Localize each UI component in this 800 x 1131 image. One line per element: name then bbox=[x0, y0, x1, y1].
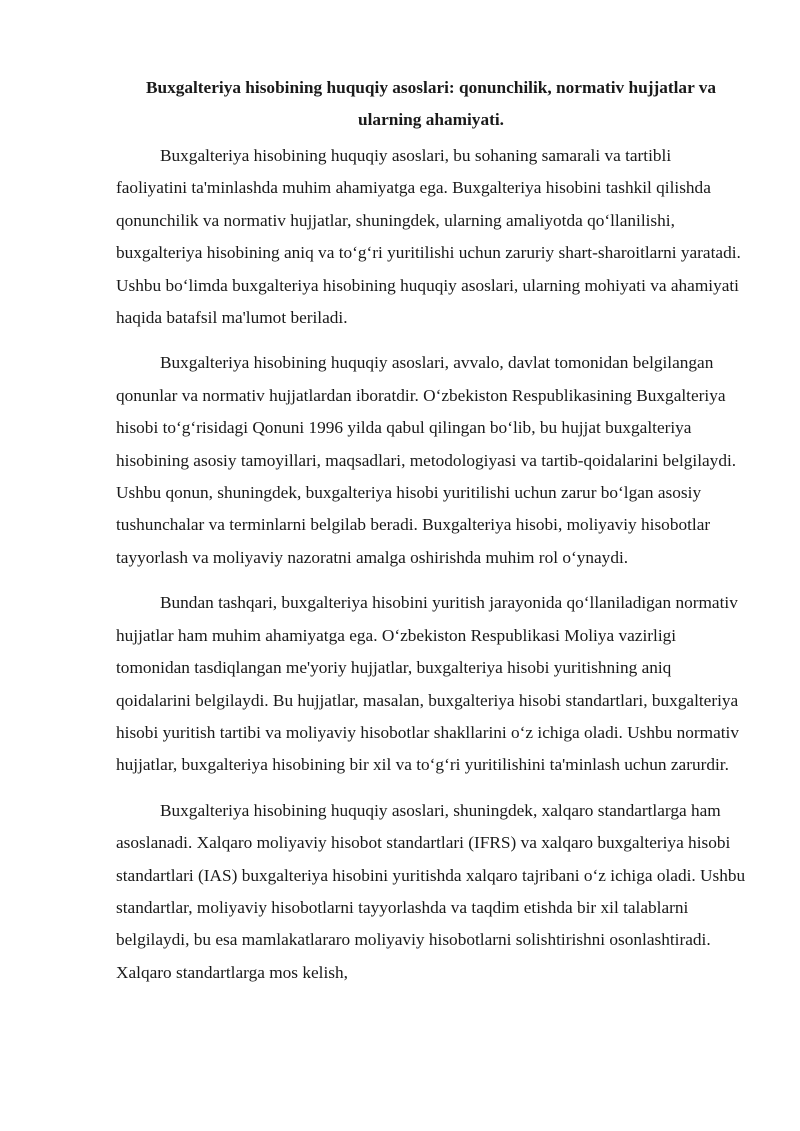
paragraph-3: Bundan tashqari, buxgalteriya hisobini yuritish jarayonida qo‘llaniladigan normativ hujjatlar ham muhim ahamiyatga ega. O‘zbekiston Respublikasi Moliya vazirligi tomonidan tasdiqlangan me'yoriy hujjatlar, buxgalteriya hisobi yuritishning aniq qoidalarini belgilaydi. Bu hujjatlar, masalan, buxgalteriya hisobi standartlari, buxgalteriya hisobi yuritish tartibi va moliyaviy hisobotlar shakllarini o‘z ichiga oladi. Ushbu normativ hujjatlar, buxgalteriya hisobining bir xil va to‘g‘ri yuritilishini ta'minlash uchun zarurdir. bbox=[116, 593, 739, 775]
document-title: Buxgalteriya hisobining huquqiy asoslari: qonunchilik, normativ hujjatlar va ularning ahamiyati. bbox=[145, 78, 717, 129]
paragraph-2: Buxgalteriya hisobining huquqiy asoslari, avvalo, davlat tomonidan belgilangan qonunlar va normativ hujjatlardan iboratdir. O‘zbekiston Respublikasining Buxgalteriya hisobi to‘g‘risidagi Qonuni 1996 yilda qabul qilingan bo‘lib, bu hujjat buxgalteriya hisobining asosiy tamoyillari, maqsadlari, metodologiyasi va tartib-qoidalarini belgilaydi. Ushbu qonun, shuningdek, buxgalteriya hisobi yuritilishi uchun zarur bo‘lgan asosiy tushunchalar va terminlarni belgilab beradi. Buxgalteriya hisobi, moliyaviy hisobotlar tayyorlash va moliyaviy nazoratni amalga oshirishda muhim rol o‘ynaydi. bbox=[116, 353, 737, 567]
document-body bbox=[116, 72, 746, 1002]
paragraph-1: Buxgalteriya hisobining huquqiy asoslari, bu sohaning samarali va tartibli faoliyatini ta'minlashda muhim ahamiyatga ega. Buxgalteriya hisobini tashkil qilishda qonunchilik va normativ hujjatlar, shuningdek, ularning amaliyotda qo‘llanilishi, buxgalteriya hisobining aniq va to‘g‘ri yuritilishi uchun zaruriy shart-sharoitlarni yaratadi. Ushbu bo‘limda buxgalteriya hisobining huquqiy asoslari, ularning mohiyati va ahamiyati haqida batafsil ma'lumot beriladi. bbox=[116, 146, 741, 328]
paragraph-4: Buxgalteriya hisobining huquqiy asoslari, shuningdek, xalqaro standartlarga ham asoslanadi. Xalqaro moliyaviy hisobot standartlari (IFRS) va xalqaro buxgalteriya hisobi standartlari (IAS) buxgalteriya hisobini yuritishda xalqaro tajribani o‘z ichiga oladi. Ushbu standartlar, moliyaviy hisobotlarni tayyorlashda va taqdim etishda bir xil talablarni belgilaydi, bu esa mamlakatlararo moliyaviy hisobotlarni solishtirishni osonlashtiradi. Xalqaro standartlarga mos kelish, bbox=[116, 800, 746, 982]
